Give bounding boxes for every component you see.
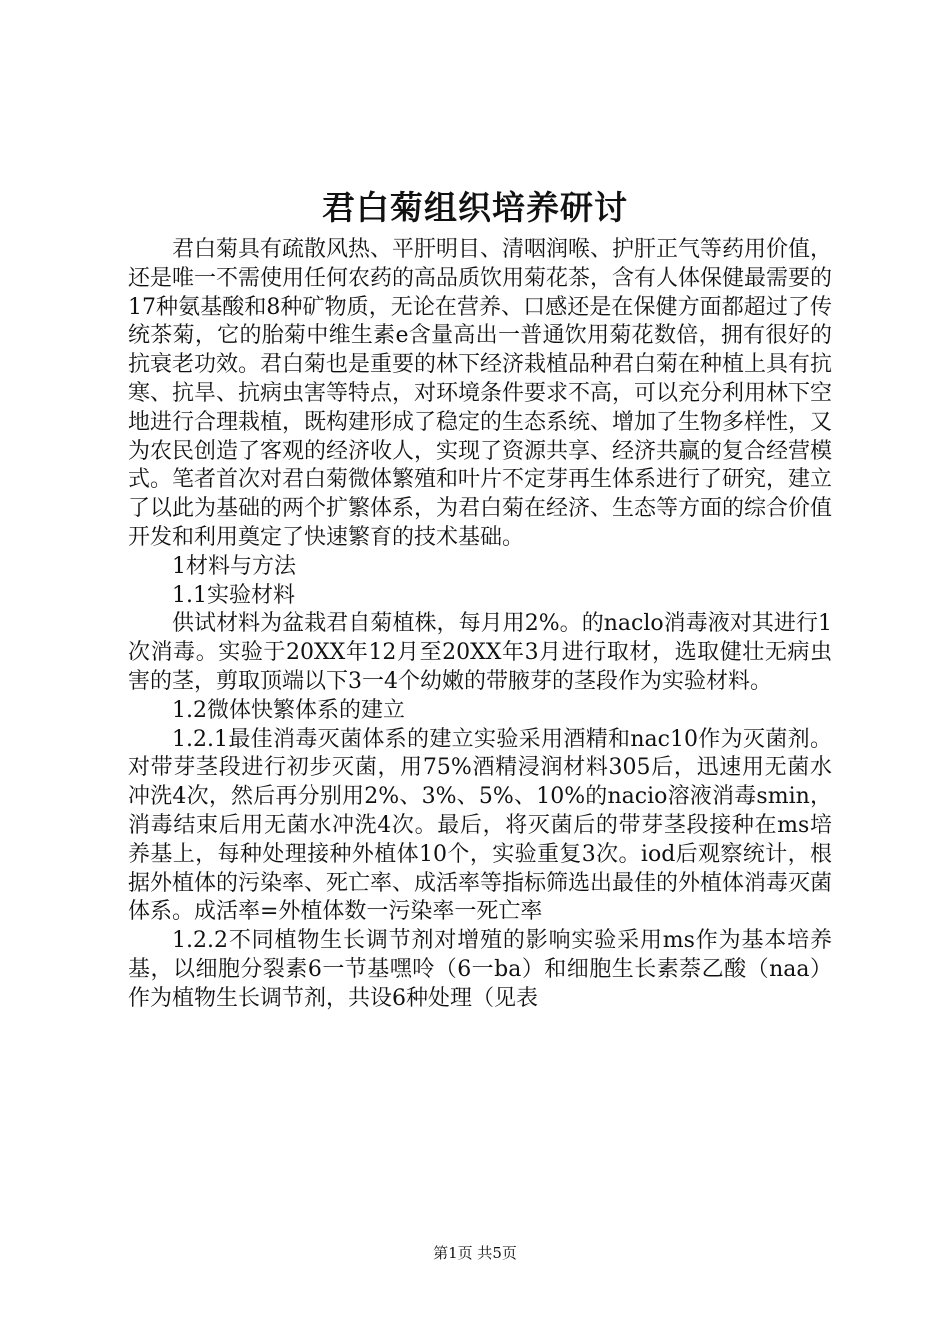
page-number-footer: 第1页 共5页 xyxy=(433,1244,517,1262)
materials-paragraph: 供试材料为盆栽君自菊植株，每月用2%。的naclo消毒液对其进行1次消毒。实验于20XX年12月至20XX年3月进行取材，选取健壮无病虫害的茎，剪取顶端以下3一4个幼嫩的带腋芽的茎段作为实验材料。 xyxy=(128,611,832,694)
growth-regulator-paragraph: 1.2.2不同植物生长调节剂对增殖的影响实验采用ms作为基本培养基，以细胞分裂素6一节基嘿呤（6一ba）和细胞生长素萘乙酸（naa）作为植物生长调节剂，共设6种处理（见表 xyxy=(128,928,832,1011)
section-heading-materials-methods: 1材料与方法 xyxy=(172,553,296,579)
subsection-heading-materials: 1.1实验材料 xyxy=(172,582,295,608)
sterilization-paragraph: 1.2.1最佳消毒灭菌体系的建立实验采用酒精和nac10作为灭菌剂。对带芽茎段进行初步灭菌，用75%酒精浸润材料305后，迅速用无菌水冲洗4次，然后再分别用2%、3%、5%、10%的nacio溶液消毒smin，消毒结束后用无菌水冲洗4次。最后，将灭菌后的带芽茎段接种在ms培养基上，每种处理接种外植体10个，实验重复3次。iod后观察统计，根据外植体的污染率、死亡率、成活率等指标筛选出最佳的外植体消毒灭菌体系。成活率=外植体数一污染率一死亡率 xyxy=(128,726,833,925)
subsection-heading-micropropagation: 1.2微体快繁体系的建立 xyxy=(172,697,405,723)
document-title: 君白菊组织培养研讨 xyxy=(322,188,628,227)
intro-paragraph: 君白菊具有疏散风热、平肝明目、清咽润喉、护肝正气等药用价值，还是唯一不需使用任何农药的高品质饮用菊花茶，含有人体保健最需要的17种氨基酸和8种矿物质，无论在营养、口感还是在保健方面都超过了传统茶菊，它的胎菊中维生素e含量高出一普通饮用菊花数倍，拥有很好的抗衰老功效。君白菊也是重要的林下经济栽植品种君白菊在种植上具有抗寒、抗旱、抗病虫害等特点，对环境条件要求不高，可以充分利用林下空地进行合理栽植，既构建形成了稳定的生态系统、增加了生物多样性，又为农民创造了客观的经济收人，实现了资源共享、经济共赢的复合经营模式。笔者首次对君白菊微体繁殖和叶片不定芽再生体系进行了研究，建立了以此为基础的两个扩繁体系，为君白菊在经济、生态等方面的综合价值开发和利用奠定了快速繁育的技术基础。 xyxy=(128,237,833,550)
document-body xyxy=(128,236,832,1014)
